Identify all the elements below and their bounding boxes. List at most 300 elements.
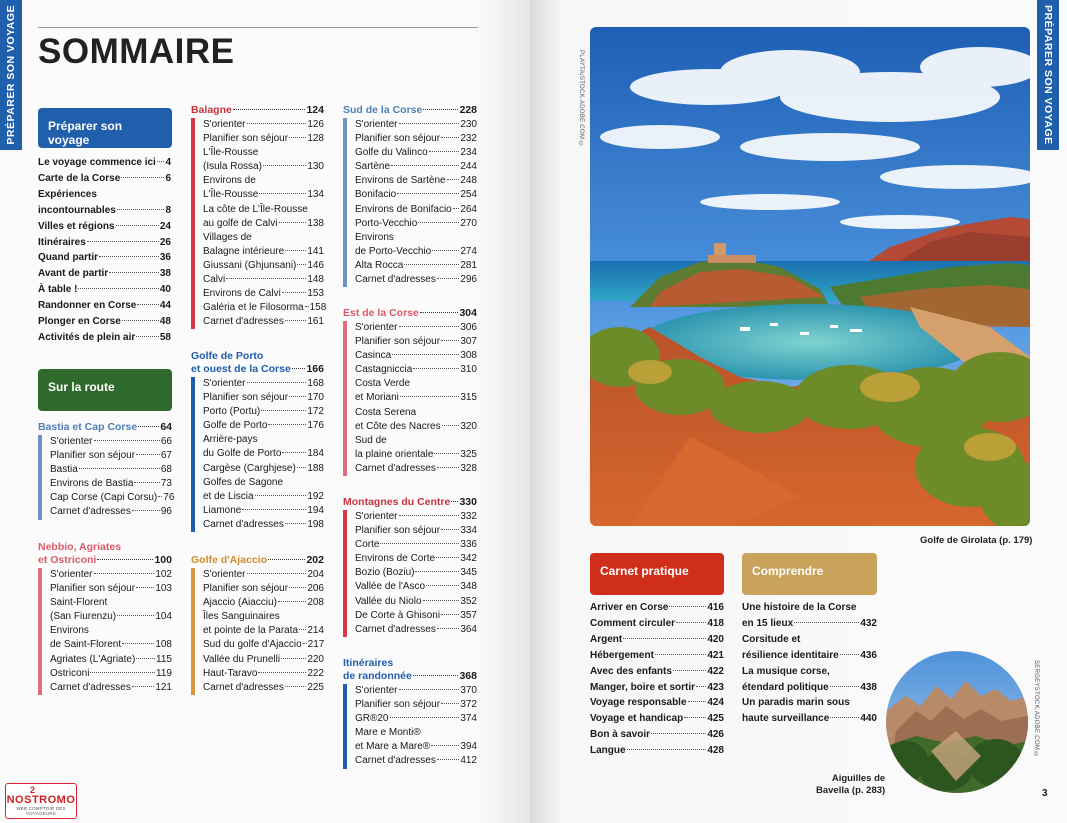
toc-label: Planifier son séjour <box>203 583 289 595</box>
photo-credit-small: SERGEYSTOCK.ADOBE.COM © <box>1033 660 1039 759</box>
toc-page: 274 <box>460 245 477 257</box>
toc-page: 134 <box>307 189 324 201</box>
toc-row <box>203 217 324 231</box>
toc-label: S'orienter <box>50 569 93 580</box>
toc-leader <box>117 209 165 210</box>
toc-row <box>38 421 172 434</box>
toc-label: Quand partir <box>38 252 99 264</box>
toc-row <box>50 435 172 449</box>
toc-leader <box>97 559 153 560</box>
toc-page: 188 <box>307 462 324 474</box>
toc-row <box>203 624 324 638</box>
toc-row <box>355 188 477 202</box>
toc-label: Langue <box>590 745 626 757</box>
page-number: 3 <box>1042 788 1048 799</box>
toc-row <box>38 155 171 171</box>
toc-row <box>38 203 171 219</box>
toc-page: 206 <box>307 583 324 595</box>
section-balagne <box>191 104 327 329</box>
toc-label: Costa Serena <box>355 406 417 418</box>
toc-label: Costa Verde <box>355 378 411 390</box>
toc-row <box>343 670 477 683</box>
toc-row <box>355 448 477 462</box>
toc-page: 161 <box>307 316 324 328</box>
toc-label: S'orienter <box>50 436 93 447</box>
section-title <box>191 350 324 376</box>
section-title <box>343 104 477 117</box>
toc-label: Ajaccio (Aiacciu) <box>203 597 277 609</box>
toc-row <box>203 245 324 259</box>
toc-page: 374 <box>460 713 477 725</box>
toc-page: 310 <box>460 364 477 376</box>
toc-page: 357 <box>460 609 477 621</box>
toc-row <box>50 568 172 582</box>
section-items <box>343 321 477 476</box>
toc-label: Îles Sanguinaires <box>203 611 280 623</box>
toc-leader <box>282 292 307 293</box>
toc-page: 166 <box>306 363 324 375</box>
toc-label: S'orienter <box>203 569 246 580</box>
toc-label: Hébergement <box>590 649 654 661</box>
toc-row <box>355 146 477 160</box>
toc-page: 348 <box>460 581 477 593</box>
toc-leader <box>289 396 306 397</box>
toc-row <box>38 266 171 282</box>
toc-page: 192 <box>307 490 324 502</box>
toc-leader <box>840 654 860 655</box>
route-box <box>38 369 172 411</box>
toc-leader <box>289 137 306 138</box>
toc-row <box>203 681 324 695</box>
route-section-bastia <box>38 421 175 520</box>
toc-page: 119 <box>156 667 172 679</box>
toc-page: 424 <box>707 697 724 709</box>
toc-leader <box>233 109 306 110</box>
toc-label: Corsitude et <box>742 633 801 645</box>
section-items <box>191 118 327 329</box>
toc-leader <box>688 701 707 702</box>
toc-label: et de Liscia <box>203 490 254 502</box>
toc-row <box>203 568 324 582</box>
toc-row <box>742 680 877 696</box>
toc-row <box>50 596 172 610</box>
toc-row <box>203 476 324 490</box>
toc-row <box>590 711 724 727</box>
toc-leader <box>292 368 306 369</box>
toc-leader <box>285 523 306 524</box>
toc-leader <box>431 745 459 746</box>
toc-label: L'Île-Rousse <box>203 189 259 201</box>
toc-page: 394 <box>460 741 477 753</box>
toc-label: Galéria et le Filosorma <box>203 302 304 314</box>
toc-page: 330 <box>459 496 477 508</box>
toc-leader <box>418 222 459 223</box>
toc-leader <box>134 482 159 483</box>
toc-leader <box>136 587 154 588</box>
toc-page: 184 <box>307 448 324 460</box>
toc-label: Environs de <box>203 175 256 187</box>
toc-label: Villages de <box>203 231 252 243</box>
toc-label: Giussani (Ghjunsani) <box>203 259 297 271</box>
toc-page: 76 <box>163 492 175 504</box>
toc-leader <box>436 557 459 558</box>
side-tab-label: PRÉPARER SON VOYAGE <box>5 5 17 145</box>
toc-label: Manger, boire et sortir <box>590 681 696 693</box>
section-golfe-ajaccio <box>191 554 324 695</box>
toc-page: 64 <box>160 421 172 433</box>
toc-label: (San Fiurenzu) <box>50 611 117 623</box>
logo-tagline: WEB COMPTOIR DES VOYAGEURS <box>16 806 66 816</box>
toc-label: et ouest de la Corse <box>191 363 291 375</box>
toc-leader <box>437 467 459 468</box>
toc-page: 222 <box>307 667 324 679</box>
toc-page: 336 <box>460 539 477 551</box>
toc-row <box>203 315 324 329</box>
toc-leader <box>122 643 154 644</box>
toc-page: 342 <box>460 553 477 565</box>
toc-row <box>203 638 324 652</box>
toc-row <box>203 518 324 532</box>
toc-row <box>38 282 171 298</box>
toc-row <box>355 377 477 391</box>
toc-row <box>355 580 477 594</box>
toc-label: Activités de plein air <box>38 331 136 343</box>
toc-row <box>50 505 172 519</box>
toc-page: 148 <box>307 274 324 286</box>
section-items <box>38 568 172 695</box>
route-section-nebbio <box>38 541 172 695</box>
toc-label: Voyage responsable <box>590 697 687 709</box>
toc-row <box>590 727 724 743</box>
toc-label: et Mare a Mare® <box>355 741 431 753</box>
toc-row <box>355 510 477 524</box>
toc-page: 68 <box>160 464 172 476</box>
toc-row <box>191 104 324 117</box>
toc-row <box>203 231 324 245</box>
toc-leader <box>90 672 155 673</box>
toc-page: 108 <box>155 639 172 651</box>
toc-row <box>50 667 172 681</box>
toc-leader <box>673 670 706 671</box>
toc-label: De Corte à Ghisoni <box>355 609 441 621</box>
toc-label: S'orienter <box>355 119 398 130</box>
toc-label: Golfes de Sagone <box>203 476 284 488</box>
toc-label: Carnet d'adresses <box>203 518 284 530</box>
toc-row <box>343 657 477 670</box>
toc-label: Cargèse (Carghjese) <box>203 462 296 474</box>
toc-page: 194 <box>307 504 324 516</box>
toc-label: Saint-Florent <box>50 597 108 609</box>
toc-page: 198 <box>307 518 324 530</box>
toc-page: 416 <box>707 602 724 613</box>
toc-page: 4 <box>165 157 171 168</box>
toc-row <box>355 462 477 476</box>
toc-label: Sartène <box>355 161 391 173</box>
toc-leader <box>442 425 460 426</box>
toc-row <box>38 171 171 187</box>
toc-label: Planifier son séjour <box>355 336 441 348</box>
toc-label: Environs de Bastia <box>50 478 134 490</box>
toc-label: Vallée du Niolo <box>355 595 422 607</box>
bavella-caption-line2: Bavella (p. 283) <box>816 785 886 796</box>
toc-row <box>590 648 724 664</box>
toc-leader <box>247 123 307 124</box>
toc-label: Sud de <box>355 434 387 446</box>
toc-page: 214 <box>307 625 324 637</box>
toc-label: du Golfe de Porto <box>203 448 282 460</box>
toc-leader <box>380 543 459 544</box>
toc-leader <box>397 193 459 194</box>
toc-leader <box>117 615 154 616</box>
toc-leader <box>242 509 306 510</box>
toc-row <box>203 160 324 174</box>
toc-label: Environs de Corte <box>355 553 436 565</box>
toc-leader <box>305 306 309 307</box>
toc-row <box>355 712 477 726</box>
toc-label: Sud de la Corse <box>343 104 423 116</box>
toc-label: Est de la Corse <box>343 307 419 319</box>
right-page <box>530 0 1067 823</box>
toc-leader <box>137 304 159 305</box>
toc-label: Planifier son séjour <box>50 583 136 595</box>
toc-page: 26 <box>159 236 171 248</box>
toc-row <box>343 496 477 509</box>
toc-page: 225 <box>307 681 324 693</box>
toc-label: Carnet d'adresses <box>50 681 131 693</box>
toc-row <box>742 695 877 711</box>
toc-label: Balagne intérieure <box>203 245 285 257</box>
toc-leader <box>79 468 160 469</box>
toc-page: 304 <box>459 307 477 319</box>
side-tab-label-right: PRÉPARER SON VOYAGE <box>1042 5 1054 145</box>
section-itineraires <box>343 657 477 769</box>
toc-page: 368 <box>459 670 477 682</box>
toc-label: Avant de partir <box>38 268 109 280</box>
toc-page: 421 <box>707 649 724 661</box>
toc-row <box>355 160 477 174</box>
toc-page: 38 <box>159 268 171 280</box>
section-title <box>343 657 477 683</box>
toc-page: 425 <box>707 713 724 725</box>
bavella-caption-line1: Aiguilles de <box>831 773 886 784</box>
side-tab-right <box>1037 0 1059 150</box>
toc-row <box>355 363 477 377</box>
toc-leader <box>669 606 706 607</box>
toc-row <box>355 566 477 580</box>
toc-label: Golfe du Valinco <box>355 147 428 159</box>
toc-page: 334 <box>460 525 477 537</box>
toc-page: 234 <box>460 147 477 159</box>
toc-row <box>355 349 477 363</box>
toc-label: Balagne <box>191 104 232 116</box>
toc-label: étendard politique <box>742 681 829 693</box>
toc-leader <box>830 686 860 687</box>
toc-page: 364 <box>460 623 477 635</box>
side-tab-left <box>0 0 22 150</box>
toc-row <box>355 406 477 420</box>
toc-label: et Côte des Nacres <box>355 420 441 432</box>
toc-leader <box>109 272 159 273</box>
toc-leader <box>794 622 859 623</box>
toc-page: 103 <box>155 583 172 595</box>
top-rule <box>38 27 478 28</box>
toc-page: 170 <box>307 392 324 404</box>
toc-leader <box>451 501 458 502</box>
prep-list <box>38 155 171 346</box>
toc-label: et pointe de la Parata <box>203 625 299 637</box>
toc-label: Le voyage commence ici <box>38 157 156 168</box>
toc-page: 73 <box>160 478 172 490</box>
toc-label: Vallée de l'Asco <box>355 581 426 593</box>
toc-row <box>38 330 171 346</box>
toc-row <box>203 174 324 188</box>
toc-page: 230 <box>460 119 477 130</box>
toc-row <box>742 664 877 680</box>
toc-page: 270 <box>460 217 477 229</box>
toc-label: Plonger en Corse <box>38 316 121 328</box>
toc-label: Castagniccia <box>355 364 413 376</box>
toc-leader <box>441 703 459 704</box>
toc-label: de Porto-Vecchio <box>355 245 432 257</box>
toc-label: Voyage et handicap <box>590 713 684 725</box>
toc-row <box>50 582 172 596</box>
toc-row <box>38 250 171 266</box>
toc-leader <box>441 614 459 615</box>
toc-row <box>203 405 324 419</box>
toc-leader <box>441 137 459 138</box>
toc-label: S'orienter <box>355 511 398 522</box>
toc-leader <box>303 643 307 644</box>
toc-row <box>203 447 324 461</box>
toc-label: Avec des enfants <box>590 665 672 677</box>
toc-row <box>191 350 324 363</box>
section-items <box>343 510 477 637</box>
toc-leader <box>453 208 460 209</box>
toc-leader <box>400 396 459 397</box>
toc-page: 320 <box>460 420 477 432</box>
toc-leader <box>299 629 306 630</box>
toc-leader <box>684 717 706 718</box>
toc-label: Mare e Monti® <box>355 727 421 739</box>
toc-page: 423 <box>707 681 724 693</box>
toc-label: au golfe de Calvi <box>203 217 278 229</box>
toc-row <box>355 524 477 538</box>
toc-label: Bonifacio <box>355 189 397 201</box>
toc-leader <box>116 225 159 226</box>
toc-row <box>203 273 324 287</box>
toc-page: 422 <box>707 665 724 677</box>
toc-leader <box>676 622 706 623</box>
toc-leader <box>423 600 460 601</box>
toc-row <box>355 231 477 245</box>
toc-label: S'orienter <box>355 322 398 333</box>
toc-leader <box>441 340 459 341</box>
toc-leader <box>136 336 159 337</box>
toc-label: Sud du golfe d'Ajaccio <box>203 639 302 651</box>
section-items <box>343 684 477 769</box>
section-items <box>191 568 324 695</box>
toc-label: La côte de L'Île-Rousse <box>203 203 308 215</box>
carnet-box <box>590 553 724 595</box>
toc-page: 228 <box>459 104 477 116</box>
section-golfe-porto <box>191 350 324 532</box>
toc-row <box>355 726 477 740</box>
toc-row <box>203 391 324 405</box>
comprendre-list <box>742 600 877 727</box>
toc-row <box>590 600 724 616</box>
toc-leader <box>623 638 706 639</box>
section-sud-corse <box>343 104 477 287</box>
toc-leader <box>447 179 460 180</box>
toc-label: Carnet d'adresses <box>355 274 436 286</box>
toc-page: 420 <box>707 633 724 645</box>
toc-label: Expériences <box>38 188 97 200</box>
toc-leader <box>391 165 459 166</box>
toc-row <box>203 146 324 160</box>
toc-row <box>355 259 477 273</box>
toc-label: Nebbio, Agriates <box>38 541 122 553</box>
toc-page: 254 <box>460 189 477 201</box>
toc-label: Agriates (L'Agriate) <box>50 653 136 665</box>
section-items <box>343 118 477 287</box>
toc-label: Planifier son séjour <box>355 133 441 145</box>
toc-page: 130 <box>307 161 324 173</box>
toc-label: Environs de Bonifacio <box>355 203 452 215</box>
toc-label: Planifier son séjour <box>355 699 441 711</box>
main-photo <box>590 27 1030 526</box>
toc-page: 370 <box>460 685 477 696</box>
toc-label: Itinéraires <box>343 657 394 669</box>
toc-row <box>355 609 477 623</box>
bavella-photo <box>886 651 1028 793</box>
toc-row <box>50 477 172 491</box>
toc-leader <box>259 193 306 194</box>
toc-leader <box>94 440 160 441</box>
toc-label: Corte <box>355 539 380 551</box>
toc-label: Argent <box>590 633 623 645</box>
toc-label: Calvi <box>203 274 226 286</box>
prep-box <box>38 108 172 148</box>
toc-leader <box>136 658 155 659</box>
toc-leader <box>263 165 306 166</box>
toc-label: Carnet d'adresses <box>355 623 436 635</box>
toc-leader <box>121 177 164 178</box>
toc-page: 153 <box>307 288 324 300</box>
toc-page: 244 <box>460 161 477 173</box>
toc-leader <box>413 675 459 676</box>
toc-page: 202 <box>306 554 324 566</box>
toc-page: 308 <box>460 350 477 362</box>
toc-label: Itinéraires <box>38 236 86 248</box>
section-items <box>191 377 324 532</box>
toc-leader <box>297 264 306 265</box>
toc-leader <box>420 312 459 313</box>
toc-label: Liamone <box>203 504 242 516</box>
toc-row <box>50 624 172 638</box>
toc-page: 306 <box>460 322 477 333</box>
toc-page: 102 <box>155 569 172 580</box>
toc-label: Carnet d'adresses <box>355 462 436 474</box>
toc-page: 40 <box>159 284 171 296</box>
toc-page: 328 <box>460 462 477 474</box>
toc-row <box>355 420 477 434</box>
logo-number: 2 <box>30 785 36 795</box>
toc-leader <box>282 452 306 453</box>
toc-label: S'orienter <box>355 685 398 696</box>
toc-row <box>203 287 324 301</box>
toc-page: 104 <box>155 611 172 623</box>
toc-label: en 15 lieux <box>742 617 794 629</box>
